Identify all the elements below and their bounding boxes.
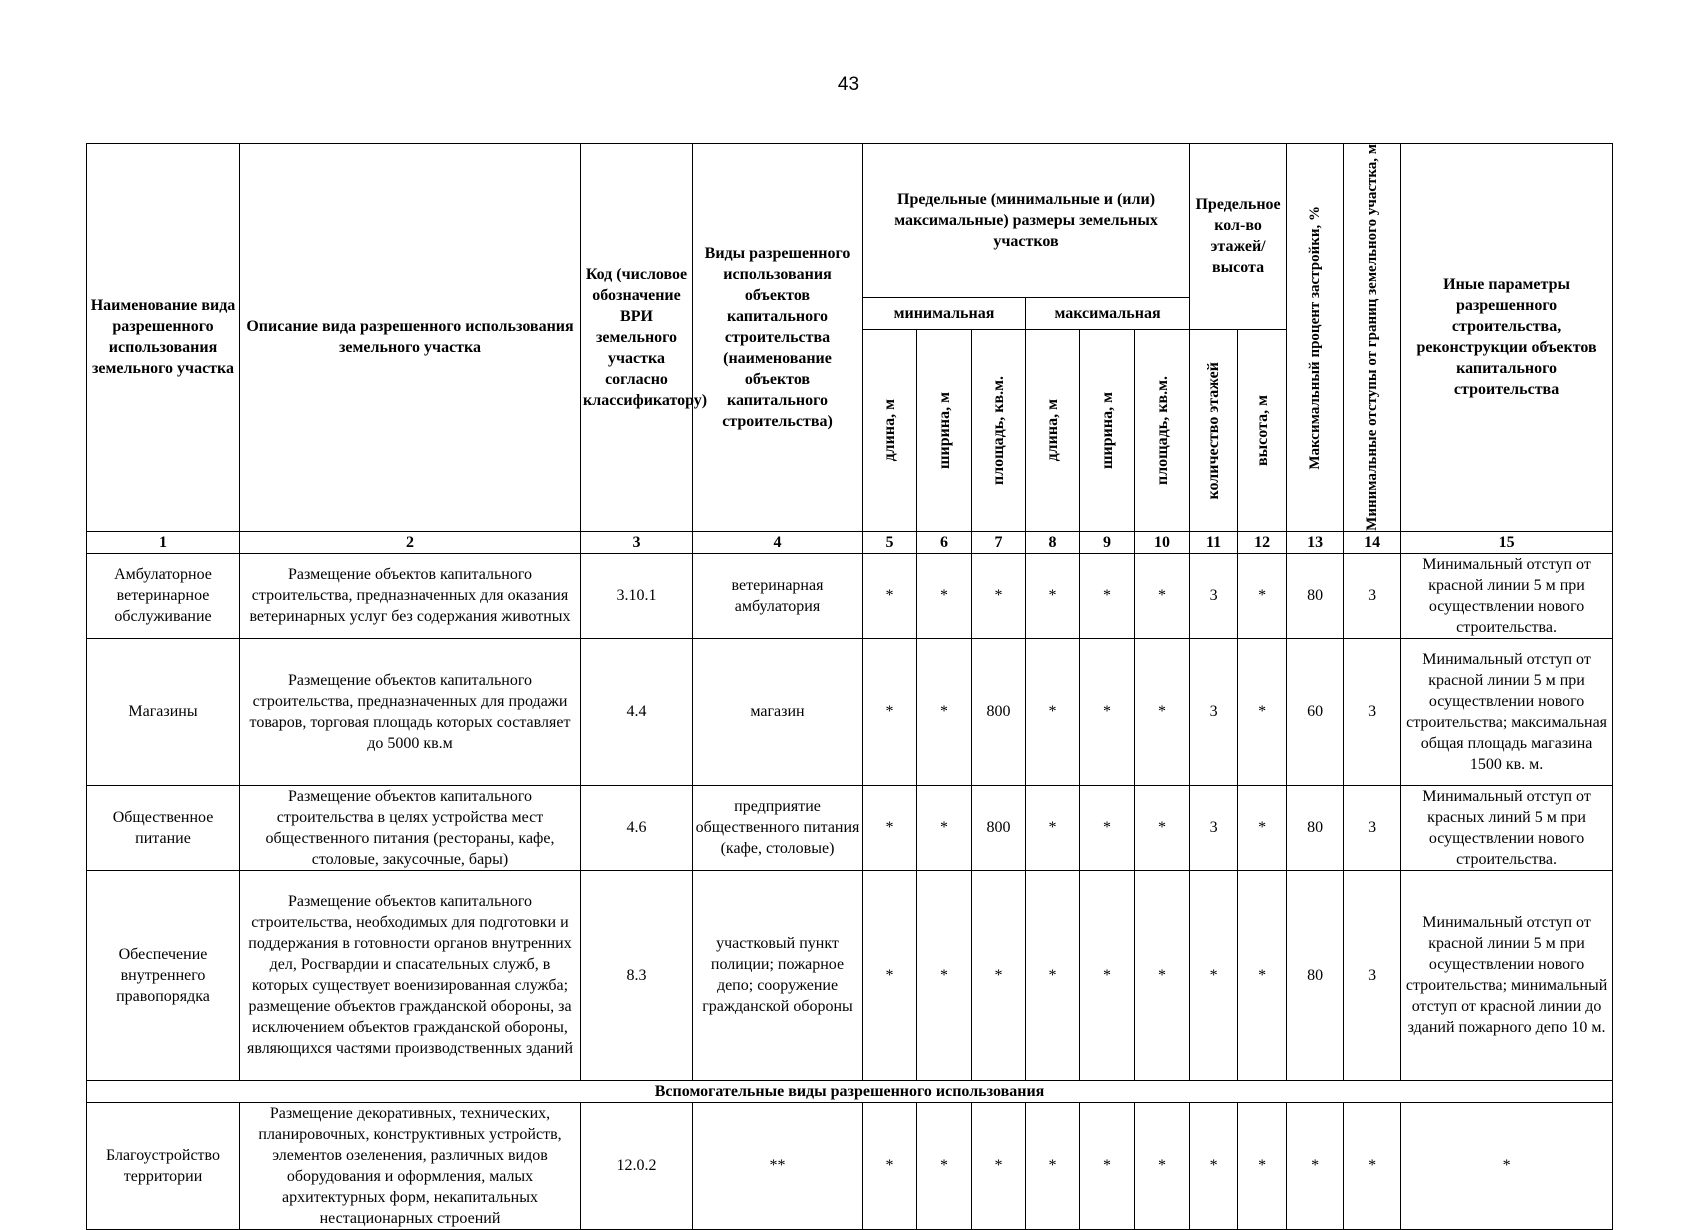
column-number: 9 bbox=[1080, 531, 1135, 553]
cell-setback: 3 bbox=[1344, 638, 1401, 785]
cell-min-length: * bbox=[863, 553, 917, 638]
cell-height: * bbox=[1238, 1102, 1287, 1229]
cell-code: 4.6 bbox=[581, 785, 693, 870]
table-row bbox=[87, 870, 1613, 1080]
cell-floors: * bbox=[1190, 1102, 1238, 1229]
header-other: Иные параметры разрешенного строительства, реконструкции объектов капитального строительства bbox=[1401, 144, 1613, 532]
cell-min-width: * bbox=[917, 553, 972, 638]
table-row bbox=[87, 785, 1613, 870]
header-description: Описание вида разрешенного использования земельного участка bbox=[240, 144, 581, 532]
cell-floors: 3 bbox=[1190, 553, 1238, 638]
cell-max-area: * bbox=[1135, 870, 1190, 1080]
cell-kind: ** bbox=[693, 1102, 863, 1229]
cell-other: * bbox=[1401, 1102, 1613, 1229]
cell-name: Обеспечение внутреннего правопорядка bbox=[87, 870, 240, 1080]
cell-max-length: * bbox=[1026, 1102, 1080, 1229]
header-name: Наименование вида разрешенного использования земельного участка bbox=[87, 144, 240, 532]
cell-max-width: * bbox=[1080, 870, 1135, 1080]
cell-percent: 80 bbox=[1287, 553, 1344, 638]
cell-min-width: * bbox=[917, 870, 972, 1080]
table-row bbox=[87, 553, 1613, 638]
cell-max-width: * bbox=[1080, 638, 1135, 785]
cell-kind: предприятие общественного питания (кафе, столовые) bbox=[693, 785, 863, 870]
header-max-area: площадь, кв.м. bbox=[1153, 375, 1171, 485]
cell-code: 3.10.1 bbox=[581, 553, 693, 638]
header-max-percent: Максимальный процент застройки, % bbox=[1306, 205, 1323, 470]
cell-max-width: * bbox=[1080, 785, 1135, 870]
cell-description: Размещение объектов капитального строительства в целях устройства мест общественного питания (рестораны, кафе, столовые, закусочные, бары) bbox=[240, 785, 581, 870]
cell-setback: 3 bbox=[1344, 785, 1401, 870]
header-floors: количество этажей bbox=[1205, 361, 1223, 500]
cell-max-length: * bbox=[1026, 553, 1080, 638]
cell-kind: ветеринарная амбулатория bbox=[693, 553, 863, 638]
cell-code: 8.3 bbox=[581, 870, 693, 1080]
cell-code: 12.0.2 bbox=[581, 1102, 693, 1229]
cell-max-length: * bbox=[1026, 638, 1080, 785]
cell-other: Минимальный отступ от красной линии 5 м при осуществлении нового строительства; максимальная общая площадь магазина 1500 кв. м. bbox=[1401, 638, 1613, 785]
cell-other: Минимальный отступ от красной линии 5 м при осуществлении нового строительства. bbox=[1401, 553, 1613, 638]
page-number: 43 bbox=[837, 74, 860, 95]
cell-description: Размещение объектов капитального строительства, предназначенных для продажи товаров, торговая площадь которых составляет до 5000 кв.м bbox=[240, 638, 581, 785]
cell-name: Магазины bbox=[87, 638, 240, 785]
section-row bbox=[87, 1080, 1613, 1102]
cell-min-area: 800 bbox=[972, 785, 1026, 870]
column-number: 4 bbox=[693, 531, 863, 553]
cell-min-area: * bbox=[972, 870, 1026, 1080]
table-row bbox=[87, 1102, 1613, 1229]
cell-percent: * bbox=[1287, 1102, 1344, 1229]
header-min-width: ширина, м bbox=[935, 391, 953, 469]
cell-height: * bbox=[1238, 785, 1287, 870]
cell-floors: 3 bbox=[1190, 638, 1238, 785]
header-min-length: длина, м bbox=[881, 399, 898, 462]
cell-min-length: * bbox=[863, 870, 917, 1080]
table-body bbox=[87, 553, 1613, 1229]
cell-min-area: * bbox=[972, 553, 1026, 638]
column-numbers-row bbox=[87, 531, 1613, 553]
column-number: 10 bbox=[1135, 531, 1190, 553]
cell-kind: магазин bbox=[693, 638, 863, 785]
cell-height: * bbox=[1238, 638, 1287, 785]
cell-min-width: * bbox=[917, 638, 972, 785]
cell-description: Размещение объектов капитального строительства, необходимых для подготовки и поддержания в готовности органов внутренних дел, Росгвардии и спасательных служб, в которых существует военизированная служба; размещение объектов гражданской обороны, за исключением объектов гражданской обороны, являющихся частями производственных зданий bbox=[240, 870, 581, 1080]
header-max-length: длина, м bbox=[1044, 399, 1061, 462]
column-number: 15 bbox=[1401, 531, 1613, 553]
header-min-area: площадь, кв.м. bbox=[990, 375, 1007, 485]
cell-max-length: * bbox=[1026, 870, 1080, 1080]
cell-height: * bbox=[1238, 870, 1287, 1080]
cell-max-width: * bbox=[1080, 1102, 1135, 1229]
land-use-table bbox=[86, 143, 1613, 1230]
header-max: максимальная bbox=[1026, 298, 1190, 330]
header-limits: Предельные (минимальные и (или) максимальные) размеры земельных участков bbox=[863, 144, 1190, 298]
cell-height: * bbox=[1238, 553, 1287, 638]
column-number: 5 bbox=[863, 531, 917, 553]
cell-min-width: * bbox=[917, 785, 972, 870]
cell-max-area: * bbox=[1135, 1102, 1190, 1229]
column-number: 13 bbox=[1287, 531, 1344, 553]
cell-percent: 80 bbox=[1287, 785, 1344, 870]
cell-max-area: * bbox=[1135, 553, 1190, 638]
cell-min-length: * bbox=[863, 638, 917, 785]
column-number: 11 bbox=[1190, 531, 1238, 553]
cell-min-length: * bbox=[863, 785, 917, 870]
cell-floors: * bbox=[1190, 870, 1238, 1080]
cell-setback: 3 bbox=[1344, 553, 1401, 638]
column-number: 2 bbox=[240, 531, 581, 553]
section-title: Вспомогательные виды разрешенного использования bbox=[87, 1080, 1613, 1102]
cell-max-width: * bbox=[1080, 553, 1135, 638]
table-header bbox=[87, 144, 1613, 554]
cell-kind: участковый пункт полиции; пожарное депо; сооружение гражданской обороны bbox=[693, 870, 863, 1080]
cell-code: 4.4 bbox=[581, 638, 693, 785]
column-number: 14 bbox=[1344, 531, 1401, 553]
header-kinds: Виды разрешенного использования объектов капитального строительства (наименование объектов капитального строительства) bbox=[693, 144, 863, 532]
cell-min-area: * bbox=[972, 1102, 1026, 1229]
header-code: Код (числовое обозначение ВРИ земельного участка согласно классификатору) bbox=[581, 144, 693, 532]
cell-setback: 3 bbox=[1344, 870, 1401, 1080]
cell-name: Благоустройство территории bbox=[87, 1102, 240, 1229]
cell-floors: 3 bbox=[1190, 785, 1238, 870]
cell-percent: 60 bbox=[1287, 638, 1344, 785]
cell-other: Минимальный отступ от красной линии 5 м при осуществлении нового строительства; минимальный отступ от красной линии до зданий пожарного депо 10 м. bbox=[1401, 870, 1613, 1080]
column-number: 12 bbox=[1238, 531, 1287, 553]
cell-name: Общественное питание bbox=[87, 785, 240, 870]
cell-min-area: 800 bbox=[972, 638, 1026, 785]
cell-setback: * bbox=[1344, 1102, 1401, 1229]
column-number: 6 bbox=[917, 531, 972, 553]
cell-percent: 80 bbox=[1287, 870, 1344, 1080]
column-number: 7 bbox=[972, 531, 1026, 553]
column-number: 3 bbox=[581, 531, 693, 553]
header-min: минимальная bbox=[863, 298, 1026, 330]
cell-max-area: * bbox=[1135, 785, 1190, 870]
header-min-setback: Минимальные отступы от границ земельного участка, м bbox=[1363, 144, 1380, 531]
column-number: 1 bbox=[87, 531, 240, 553]
cell-name: Амбулаторное ветеринарное обслуживание bbox=[87, 553, 240, 638]
cell-description: Размещение декоративных, технических, планировочных, конструктивных устройств, элементов озеленения, различных видов оборудования и оформления, малых архитектурных форм, некапитальных нестационарных строений bbox=[240, 1102, 581, 1229]
header-floors-group: Предельное кол-во этажей/ высота bbox=[1190, 144, 1287, 330]
column-number: 8 bbox=[1026, 531, 1080, 553]
cell-description: Размещение объектов капитального строительства, предназначенных для оказания ветеринарных услуг без содержания животных bbox=[240, 553, 581, 638]
header-max-width: ширина, м bbox=[1098, 391, 1116, 469]
header-height: высота, м bbox=[1253, 394, 1271, 466]
cell-min-length: * bbox=[863, 1102, 917, 1229]
cell-min-width: * bbox=[917, 1102, 972, 1229]
cell-other: Минимальный отступ от красных линий 5 м при осуществлении нового строительства. bbox=[1401, 785, 1613, 870]
cell-max-area: * bbox=[1135, 638, 1190, 785]
cell-max-length: * bbox=[1026, 785, 1080, 870]
table-row bbox=[87, 638, 1613, 785]
